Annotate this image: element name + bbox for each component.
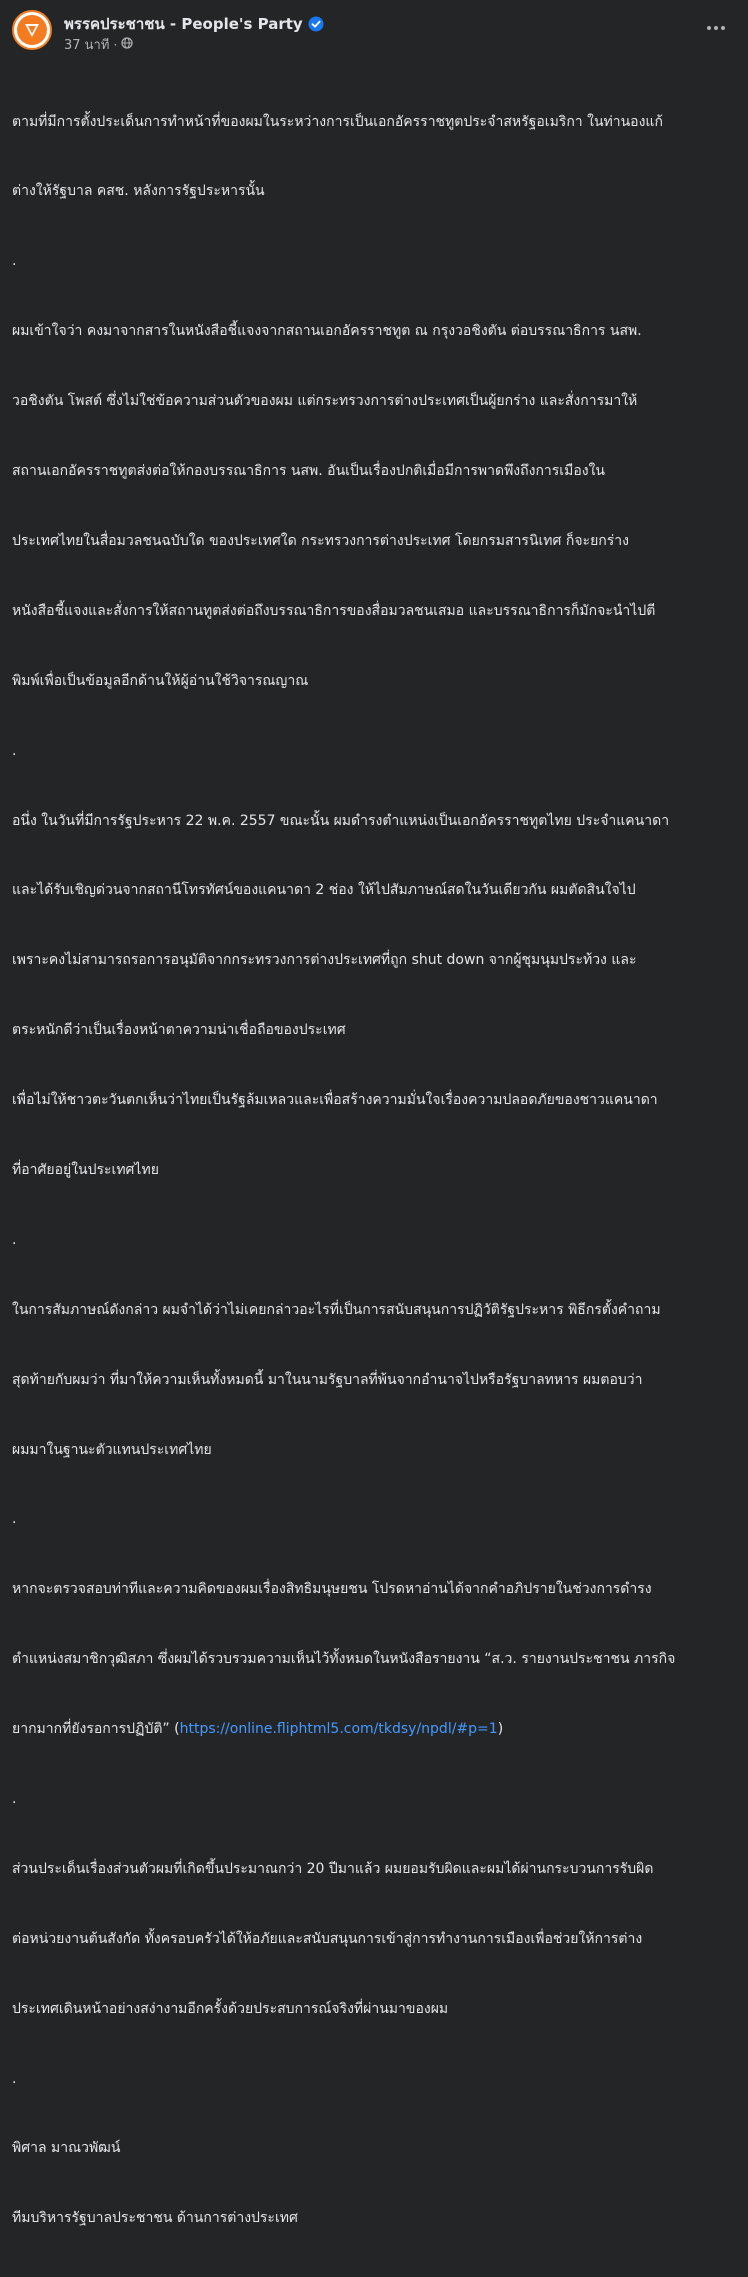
post-line: ประเทศเดินหน้าอย่างสง่างามอีกครั้งด้วยประสบการณ์จริงที่ผ่านมาของผม bbox=[12, 2000, 449, 2017]
more-options-button[interactable] bbox=[702, 18, 730, 38]
post-line: อนึ่ง ในวันที่มีการรัฐประหาร 22 พ.ค. 2557 ขณะนั้น ผมดำรงตำแหน่งเป็นเอกอัครราชทูตไทย ประจำแคนาดา bbox=[12, 812, 670, 829]
post-line: . bbox=[12, 742, 17, 759]
post-header bbox=[12, 8, 736, 52]
post-line: ตระหนักดีว่าเป็นเรื่องหน้าตาความน่าเชื่อถือของประเทศ bbox=[12, 1022, 346, 1039]
more-options-icon bbox=[706, 25, 726, 31]
post-timestamp[interactable]: 37 นาที bbox=[64, 38, 110, 53]
post-line: ตามที่มีการตั้งประเด็นการทำหน้าที่ของผมในระหว่างการเป็นเอกอัครราชทูตประจำสหรัฐอเมริกา ในท่านองแก้ bbox=[12, 113, 663, 130]
globe-icon[interactable] bbox=[121, 37, 133, 53]
page-name-row bbox=[64, 12, 324, 36]
post-line: . bbox=[12, 253, 17, 270]
link-line-suffix: ) bbox=[497, 1721, 504, 1738]
post-line: ต่อหน่วยงานต้นสังกัด ทั้งครอบครัวได้ให้อภัยและสนับสนุนการเข้าสู่การทำงานการเมืองเพื่อช่วยให้การต่าง bbox=[12, 1930, 643, 1947]
post-line: เพื่อไม่ให้ชาวตะวันตกเห็นว่าไทยเป็นรัฐล้มเหลวและเพื่อสร้างความมั่นใจเรื่องความปลอดภัยของชาวแคนาดา bbox=[12, 1092, 658, 1109]
post-line: และได้รับเชิญด่วนจากสถานีโทรทัศน์ของแคนาดา 2 ช่อง ให้ไปสัมภาษณ์สดในวันเดียวกัน ผมตัดสินใจไป bbox=[12, 882, 636, 899]
fliphtml5-link[interactable]: https://online.fliphtml5.com/tkdsy/npdl/#p=1 bbox=[179, 1721, 498, 1738]
author-signature: พิศาล มาณวพัฒน์ bbox=[12, 2140, 121, 2157]
post-line: ผมเข้าใจว่า คงมาจากสารในหนังสือชี้แจงจากสถานเอกอัครราชทูต ณ กรุงวอชิงตัน ต่อบรรณาธิการ นสพ. bbox=[12, 323, 642, 340]
post-line: ผมมาในฐานะตัวแทนประเทศไทย bbox=[12, 1441, 212, 1458]
post-body bbox=[12, 64, 734, 2277]
post-line: ต่างให้รัฐบาล คสช. หลังการรัฐประหารนั้น bbox=[12, 183, 265, 200]
post-line: สถานเอกอัครราชทูตส่งต่อให้กองบรรณาธิการ นสพ. อันเป็นเรื่องปกติเมื่อมีการพาดพึงถึงการเมืองใน bbox=[12, 463, 605, 480]
page-name-link[interactable]: พรรคประชาชน - People's Party bbox=[64, 15, 303, 33]
post-line: . bbox=[12, 1511, 17, 1528]
post-line: ที่อาศัยอยู่ในประเทศไทย bbox=[12, 1161, 159, 1178]
post-line: เพราะคงไม่สามารถรอการอนุมัติจากกระทรวงการต่างประเทศที่ถูก shut down จากผู้ชุมนุมประท้วง และ bbox=[12, 952, 637, 969]
post-line: . bbox=[12, 2070, 17, 2087]
post-line: ตำแหน่งสมาชิกวุฒิสภา ซึ่งผมได้รวบรวมความเห็นไว้ทั้งหมดในหนังสือรายงาน “ส.ว. รายงานประชาชน ภารกิจ bbox=[12, 1651, 676, 1668]
post-line: . bbox=[12, 1790, 17, 1807]
verified-badge-icon bbox=[308, 16, 324, 32]
page-avatar[interactable] bbox=[12, 10, 52, 50]
post-line: . bbox=[12, 1231, 17, 1248]
post-line: หากจะตรวจสอบท่าทีและความคิดของผมเรื่องสิทธิมนุษยชน โปรดหาอ่านได้จากคำอภิปรายในช่วงการดำรง bbox=[12, 1581, 652, 1598]
post-line: ประเทศไทยในสื่อมวลชนฉบับใด ของประเทศใด กระทรวงการต่างประเทศ โดยกรมสารนิเทศ ก็จะยกร่าง bbox=[12, 532, 629, 549]
post-meta bbox=[64, 34, 133, 55]
post-link-line bbox=[12, 1718, 734, 1741]
peoples-party-logo-icon bbox=[17, 15, 47, 45]
meta-separator: · bbox=[113, 37, 118, 52]
post-line: ในการสัมภาษณ์ดังกล่าว ผมจำได้ว่าไม่เคยกล่าวอะไรที่เป็นการสนับสนุนการปฏิวัติรัฐประหาร พิธีกรตั้งคำถาม bbox=[12, 1301, 661, 1318]
post-line: ส่วนประเด็นเรื่องส่วนตัวผมที่เกิดขึ้นประมาณกว่า 20 ปีมาแล้ว ผมยอมรับผิดและผมได้ผ่านกระบวนการรับผิด bbox=[12, 1860, 654, 1877]
link-line-prefix: ยากมากที่ยังรอการปฏิบัติ” ( bbox=[12, 1721, 180, 1738]
post-line: วอชิงตัน โพสต์ ซึ่งไม่ใช่ข้อความส่วนตัวของผม แต่กระทรวงการต่างประเทศเป็นผู้ยกร่าง และสั่งการมาให้ bbox=[12, 393, 638, 410]
post-line: พิมพ์เพื่อเป็นข้อมูลอีกด้านให้ผู้อ่านใช้วิจารณญาณ bbox=[12, 672, 309, 689]
post-line: สุดท้ายกับผมว่า ที่มาให้ความเห็นทั้งหมดนี้ มาในนามรัฐบาลที่พ้นจากอำนาจไปหรือรัฐบาลทหาร ผมตอบว่า bbox=[12, 1371, 643, 1388]
post-line: หนังสือชี้แจงและสั่งการให้สถานทูตส่งต่อถึงบรรณาธิการของสื่อมวลชนเสมอ และบรรณาธิการก็มักจะนำไปตี bbox=[12, 602, 656, 619]
author-title: ทีมบริหารรัฐบาลประชาชน ด้านการต่างประเทศ bbox=[12, 2210, 298, 2227]
